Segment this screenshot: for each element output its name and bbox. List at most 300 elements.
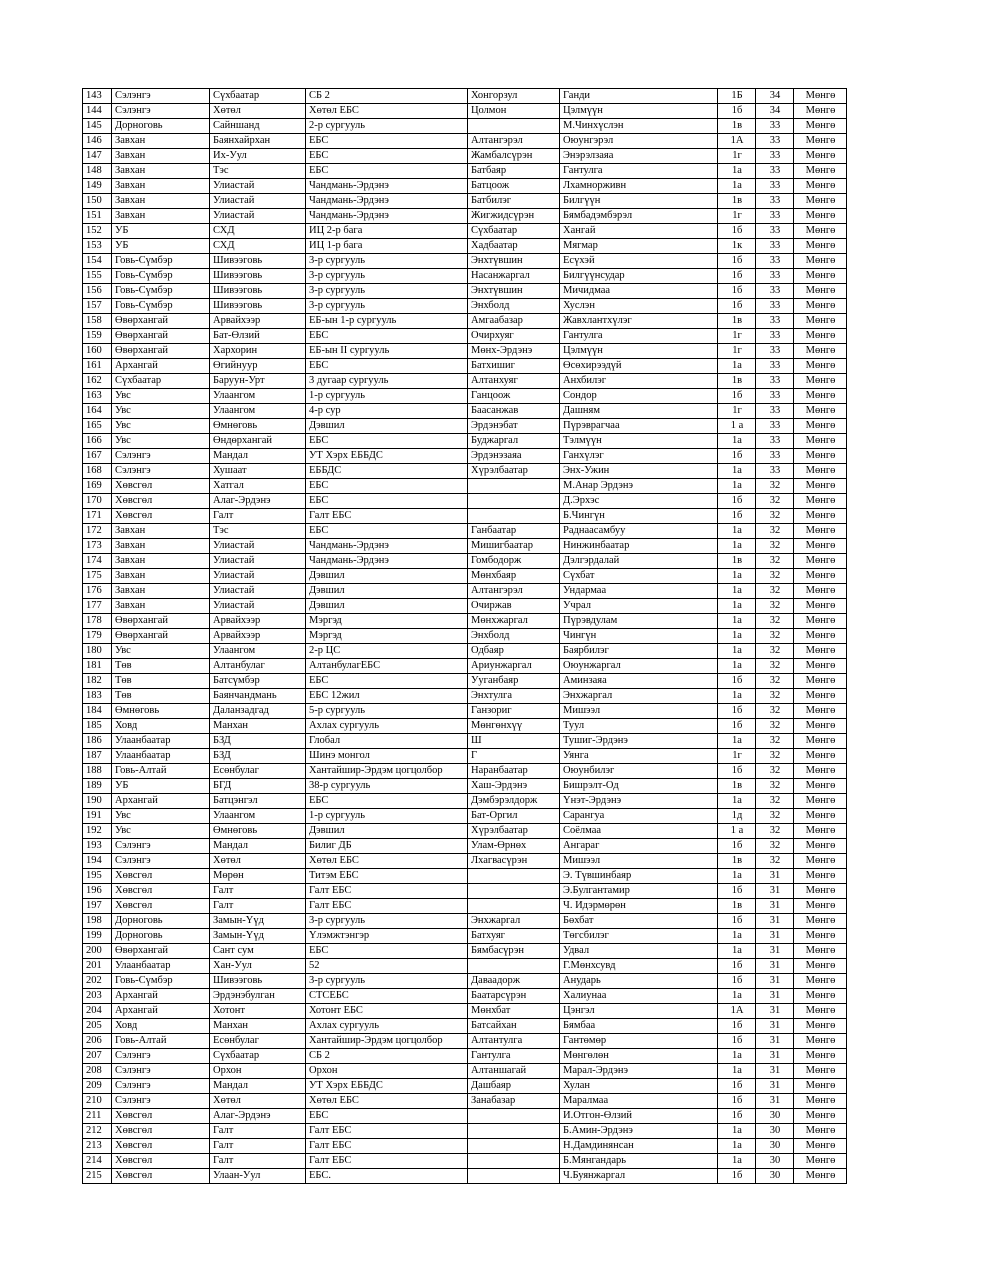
student-name-cell: Сарангуа: [560, 809, 718, 824]
medal-cell: Мөнгө: [794, 944, 847, 959]
score-cell: 32: [756, 644, 794, 659]
score-cell: 33: [756, 254, 794, 269]
medal-cell: Мөнгө: [794, 569, 847, 584]
table-row: [83, 884, 847, 899]
province-cell: Хөвсгөл: [112, 899, 210, 914]
district-cell: Улиастай: [210, 209, 306, 224]
grade-cell: 1а: [718, 1124, 756, 1139]
province-cell: Хөвсгөл: [112, 1109, 210, 1124]
province-cell: Хөвсгөл: [112, 494, 210, 509]
district-cell: Шивээговь: [210, 284, 306, 299]
district-cell: Улаан-Уул: [210, 1169, 306, 1184]
parent-name-cell: Жигжидсүрэн: [468, 209, 560, 224]
table-row: [83, 269, 847, 284]
parent-name-cell: Ганбаатар: [468, 524, 560, 539]
grade-cell: 1 а: [718, 419, 756, 434]
score-cell: 33: [756, 359, 794, 374]
district-cell: Хан-Уул: [210, 959, 306, 974]
grade-cell: 1б: [718, 1079, 756, 1094]
score-cell: 32: [756, 689, 794, 704]
student-name-cell: Уянга: [560, 749, 718, 764]
district-cell: Батцэнгэл: [210, 794, 306, 809]
parent-name-cell: [468, 899, 560, 914]
score-cell: 33: [756, 389, 794, 404]
district-cell: Есөнбулаг: [210, 1034, 306, 1049]
student-name-cell: Дашням: [560, 404, 718, 419]
school-cell: УТ Хэрх ЕББДС: [306, 449, 468, 464]
district-cell: Улиастай: [210, 584, 306, 599]
school-cell: Үлэмжтэнгэр: [306, 929, 468, 944]
province-cell: Увс: [112, 389, 210, 404]
school-cell: 3-р сургууль: [306, 254, 468, 269]
school-cell: Дэвшил: [306, 419, 468, 434]
grade-cell: 1а: [718, 734, 756, 749]
medal-cell: Мөнгө: [794, 1139, 847, 1154]
grade-cell: 1а: [718, 659, 756, 674]
district-cell: Есөнбулаг: [210, 764, 306, 779]
school-cell: Дэвшил: [306, 584, 468, 599]
province-cell: Дорноговь: [112, 914, 210, 929]
row-number: 206: [83, 1034, 112, 1049]
school-cell: ЕБС 12жил: [306, 689, 468, 704]
student-name-cell: Д.Эрхэс: [560, 494, 718, 509]
medal-cell: Мөнгө: [794, 524, 847, 539]
parent-name-cell: Очиржав: [468, 599, 560, 614]
row-number: 189: [83, 779, 112, 794]
medal-cell: Мөнгө: [794, 689, 847, 704]
score-cell: 31: [756, 899, 794, 914]
parent-name-cell: [468, 1124, 560, 1139]
school-cell: Хөтөл ЕБС: [306, 1094, 468, 1109]
district-cell: Мандал: [210, 1079, 306, 1094]
parent-name-cell: [468, 1139, 560, 1154]
student-name-cell: Оюунжаргал: [560, 659, 718, 674]
parent-name-cell: Алтангэрэл: [468, 584, 560, 599]
grade-cell: 1А: [718, 134, 756, 149]
province-cell: Хөвсгөл: [112, 1169, 210, 1184]
district-cell: Галт: [210, 884, 306, 899]
row-number: 144: [83, 104, 112, 119]
table-row: [83, 1169, 847, 1184]
row-number: 210: [83, 1094, 112, 1109]
grade-cell: 1б: [718, 839, 756, 854]
province-cell: Сэлэнгэ: [112, 1064, 210, 1079]
school-cell: Галт ЕБС: [306, 899, 468, 914]
grade-cell: 1а: [718, 569, 756, 584]
student-name-cell: Бямбаа: [560, 1019, 718, 1034]
student-name-cell: Бишрэлт-Од: [560, 779, 718, 794]
school-cell: Ахлах сургууль: [306, 1019, 468, 1034]
student-name-cell: Н.Дамдинянсан: [560, 1139, 718, 1154]
medal-cell: Мөнгө: [794, 794, 847, 809]
medal-cell: Мөнгө: [794, 509, 847, 524]
score-cell: 34: [756, 89, 794, 104]
score-cell: 33: [756, 464, 794, 479]
medal-cell: Мөнгө: [794, 599, 847, 614]
grade-cell: 1а: [718, 434, 756, 449]
province-cell: Сэлэнгэ: [112, 449, 210, 464]
student-name-cell: Чингүн: [560, 629, 718, 644]
student-name-cell: Мишээл: [560, 854, 718, 869]
grade-cell: 1б: [718, 494, 756, 509]
row-number: 157: [83, 299, 112, 314]
province-cell: Хөвсгөл: [112, 509, 210, 524]
row-number: 199: [83, 929, 112, 944]
parent-name-cell: Амгаабазар: [468, 314, 560, 329]
table-row: [83, 764, 847, 779]
grade-cell: 1а: [718, 929, 756, 944]
student-name-cell: Цэлмүүн: [560, 344, 718, 359]
district-cell: Галт: [210, 1154, 306, 1169]
student-name-cell: Цэнгэл: [560, 1004, 718, 1019]
medal-cell: Мөнгө: [794, 929, 847, 944]
district-cell: Улиастай: [210, 194, 306, 209]
district-cell: Улаангом: [210, 389, 306, 404]
grade-cell: 1в: [718, 854, 756, 869]
row-number: 198: [83, 914, 112, 929]
score-cell: 32: [756, 524, 794, 539]
medal-cell: Мөнгө: [794, 614, 847, 629]
score-cell: 33: [756, 179, 794, 194]
student-name-cell: Мичидмаа: [560, 284, 718, 299]
row-number: 197: [83, 899, 112, 914]
province-cell: Завхан: [112, 134, 210, 149]
grade-cell: 1а: [718, 599, 756, 614]
school-cell: Ахлах сургууль: [306, 719, 468, 734]
district-cell: Галт: [210, 1124, 306, 1139]
province-cell: УБ: [112, 779, 210, 794]
medal-cell: Мөнгө: [794, 839, 847, 854]
table-row: [83, 1079, 847, 1094]
row-number: 178: [83, 614, 112, 629]
row-number: 168: [83, 464, 112, 479]
student-name-cell: Аминзаяа: [560, 674, 718, 689]
table-row: [83, 614, 847, 629]
district-cell: БГД: [210, 779, 306, 794]
student-name-cell: Э. Түвшинбаяр: [560, 869, 718, 884]
district-cell: Шивээговь: [210, 269, 306, 284]
medal-cell: Мөнгө: [794, 344, 847, 359]
province-cell: Говь-Алтай: [112, 1034, 210, 1049]
parent-name-cell: Мөнх-Эрдэнэ: [468, 344, 560, 359]
table-row: [83, 854, 847, 869]
province-cell: Хөвсгөл: [112, 1154, 210, 1169]
grade-cell: 1а: [718, 479, 756, 494]
medal-cell: Мөнгө: [794, 959, 847, 974]
student-name-cell: Б.Амин-Эрдэнэ: [560, 1124, 718, 1139]
school-cell: Орхон: [306, 1064, 468, 1079]
row-number: 188: [83, 764, 112, 779]
school-cell: Чандмань-Эрдэнэ: [306, 539, 468, 554]
medal-cell: Мөнгө: [794, 704, 847, 719]
row-number: 181: [83, 659, 112, 674]
table-row: [83, 689, 847, 704]
table-row: [83, 1034, 847, 1049]
province-cell: Завхан: [112, 179, 210, 194]
province-cell: Өвөрхангай: [112, 344, 210, 359]
medal-cell: Мөнгө: [794, 329, 847, 344]
district-cell: Шивээговь: [210, 254, 306, 269]
province-cell: Говь-Сүмбэр: [112, 284, 210, 299]
score-cell: 32: [756, 509, 794, 524]
score-cell: 32: [756, 554, 794, 569]
province-cell: Хөвсгөл: [112, 869, 210, 884]
score-cell: 32: [756, 749, 794, 764]
school-cell: 3-р сургууль: [306, 974, 468, 989]
district-cell: Хөтөл: [210, 1094, 306, 1109]
province-cell: Архангай: [112, 1004, 210, 1019]
table-row: [83, 344, 847, 359]
table-row: [83, 1049, 847, 1064]
student-name-cell: Маралмаа: [560, 1094, 718, 1109]
school-cell: ЕБ-ын 1-р сургууль: [306, 314, 468, 329]
province-cell: Увс: [112, 404, 210, 419]
province-cell: Увс: [112, 644, 210, 659]
row-number: 211: [83, 1109, 112, 1124]
province-cell: Хөвсгөл: [112, 479, 210, 494]
province-cell: Завхан: [112, 164, 210, 179]
school-cell: ЕБС: [306, 674, 468, 689]
district-cell: Улаангом: [210, 404, 306, 419]
district-cell: Тэс: [210, 524, 306, 539]
school-cell: СБ 2: [306, 89, 468, 104]
score-cell: 33: [756, 119, 794, 134]
table-row: [83, 1109, 847, 1124]
medal-cell: Мөнгө: [794, 1064, 847, 1079]
score-cell: 33: [756, 209, 794, 224]
row-number: 149: [83, 179, 112, 194]
student-name-cell: Энэрэлзаяа: [560, 149, 718, 164]
table-row: [83, 164, 847, 179]
grade-cell: 1а: [718, 584, 756, 599]
score-cell: 33: [756, 329, 794, 344]
student-name-cell: М.Анар Эрдэнэ: [560, 479, 718, 494]
school-cell: 2-р ЦС: [306, 644, 468, 659]
medal-cell: Мөнгө: [794, 494, 847, 509]
school-cell: 3-р сургууль: [306, 284, 468, 299]
parent-name-cell: Ш: [468, 734, 560, 749]
province-cell: Завхан: [112, 584, 210, 599]
province-cell: Увс: [112, 809, 210, 824]
grade-cell: 1г: [718, 329, 756, 344]
grade-cell: 1б: [718, 764, 756, 779]
medal-cell: Мөнгө: [794, 194, 847, 209]
grade-cell: 1а: [718, 989, 756, 1004]
medal-cell: Мөнгө: [794, 479, 847, 494]
district-cell: Алаг-Эрдэнэ: [210, 494, 306, 509]
table-row: [83, 359, 847, 374]
score-cell: 32: [756, 479, 794, 494]
district-cell: Галт: [210, 509, 306, 524]
student-name-cell: Удвал: [560, 944, 718, 959]
grade-cell: 1к: [718, 239, 756, 254]
grade-cell: 1а: [718, 179, 756, 194]
district-cell: Тэс: [210, 164, 306, 179]
school-cell: Титэм ЕБС: [306, 869, 468, 884]
row-number: 207: [83, 1049, 112, 1064]
medal-cell: Мөнгө: [794, 539, 847, 554]
parent-name-cell: [468, 959, 560, 974]
district-cell: Өгийнуур: [210, 359, 306, 374]
student-name-cell: Ганди: [560, 89, 718, 104]
parent-name-cell: Энхтүвшин: [468, 254, 560, 269]
score-cell: 31: [756, 929, 794, 944]
table-row: [83, 284, 847, 299]
table-row: [83, 434, 847, 449]
medal-cell: Мөнгө: [794, 659, 847, 674]
district-cell: Сүхбаатар: [210, 89, 306, 104]
grade-cell: 1а: [718, 1064, 756, 1079]
medal-cell: Мөнгө: [794, 989, 847, 1004]
student-name-cell: Ч. Идэрмөрөн: [560, 899, 718, 914]
grade-cell: 1а: [718, 539, 756, 554]
student-name-cell: Цэлмүүн: [560, 104, 718, 119]
grade-cell: 1б: [718, 104, 756, 119]
student-name-cell: Тэлмүүн: [560, 434, 718, 449]
score-cell: 32: [756, 599, 794, 614]
medal-cell: Мөнгө: [794, 1004, 847, 1019]
score-cell: 33: [756, 269, 794, 284]
row-number: 176: [83, 584, 112, 599]
school-cell: Галт ЕБС: [306, 1124, 468, 1139]
medal-cell: Мөнгө: [794, 359, 847, 374]
grade-cell: 1б: [718, 719, 756, 734]
grade-cell: 1г: [718, 404, 756, 419]
medal-cell: Мөнгө: [794, 974, 847, 989]
score-cell: 34: [756, 104, 794, 119]
row-number: 167: [83, 449, 112, 464]
district-cell: Өндөрхангай: [210, 434, 306, 449]
parent-name-cell: Эрдэнэбат: [468, 419, 560, 434]
score-cell: 33: [756, 284, 794, 299]
medal-cell: Мөнгө: [794, 584, 847, 599]
district-cell: Арвайхээр: [210, 314, 306, 329]
school-cell: Чандмань-Эрдэнэ: [306, 209, 468, 224]
score-cell: 32: [756, 794, 794, 809]
province-cell: Завхан: [112, 209, 210, 224]
parent-name-cell: [468, 1154, 560, 1169]
medal-cell: Мөнгө: [794, 254, 847, 269]
district-cell: СХД: [210, 239, 306, 254]
score-cell: 30: [756, 1124, 794, 1139]
parent-name-cell: Алтангэрэл: [468, 134, 560, 149]
student-name-cell: Нинжинбаатар: [560, 539, 718, 554]
medal-cell: Мөнгө: [794, 1079, 847, 1094]
row-number: 172: [83, 524, 112, 539]
row-number: 183: [83, 689, 112, 704]
score-cell: 32: [756, 539, 794, 554]
grade-cell: 1в: [718, 194, 756, 209]
row-number: 147: [83, 149, 112, 164]
school-cell: Дэвшил: [306, 569, 468, 584]
score-cell: 32: [756, 809, 794, 824]
score-cell: 33: [756, 419, 794, 434]
student-name-cell: Билгүүнсудар: [560, 269, 718, 284]
school-cell: ИЦ 2-р бага: [306, 224, 468, 239]
student-name-cell: Оюунгэрэл: [560, 134, 718, 149]
school-cell: УТ Хэрх ЕББДС: [306, 1079, 468, 1094]
table-row: [83, 749, 847, 764]
school-cell: Галт ЕБС: [306, 509, 468, 524]
score-cell: 32: [756, 839, 794, 854]
row-number: 190: [83, 794, 112, 809]
parent-name-cell: [468, 869, 560, 884]
row-number: 169: [83, 479, 112, 494]
parent-name-cell: Дэмбэрэлдорж: [468, 794, 560, 809]
grade-cell: 1в: [718, 119, 756, 134]
grade-cell: 1б: [718, 224, 756, 239]
parent-name-cell: Одбаяр: [468, 644, 560, 659]
parent-name-cell: Ууганбаяр: [468, 674, 560, 689]
medal-cell: Мөнгө: [794, 149, 847, 164]
table-row: [83, 794, 847, 809]
medal-cell: Мөнгө: [794, 1049, 847, 1064]
school-cell: 2-р сургууль: [306, 119, 468, 134]
table-row: [83, 89, 847, 104]
score-cell: 32: [756, 494, 794, 509]
medal-cell: Мөнгө: [794, 554, 847, 569]
student-name-cell: Сүхбат: [560, 569, 718, 584]
grade-cell: 1в: [718, 779, 756, 794]
district-cell: Хөтөл: [210, 854, 306, 869]
province-cell: Сэлэнгэ: [112, 464, 210, 479]
table-row: [83, 194, 847, 209]
grade-cell: 1б: [718, 509, 756, 524]
school-cell: 38-р сургууль: [306, 779, 468, 794]
table-row: [83, 134, 847, 149]
row-number: 146: [83, 134, 112, 149]
row-number: 209: [83, 1079, 112, 1094]
parent-name-cell: Буджаргал: [468, 434, 560, 449]
parent-name-cell: Занабазар: [468, 1094, 560, 1109]
parent-name-cell: Баасанжав: [468, 404, 560, 419]
school-cell: ЕБС: [306, 329, 468, 344]
table-row: [83, 719, 847, 734]
row-number: 208: [83, 1064, 112, 1079]
row-number: 173: [83, 539, 112, 554]
table-row: [83, 464, 847, 479]
table-row: [83, 494, 847, 509]
score-cell: 32: [756, 854, 794, 869]
district-cell: Батсүмбэр: [210, 674, 306, 689]
table-row: [83, 1004, 847, 1019]
school-cell: Галт ЕБС: [306, 884, 468, 899]
grade-cell: 1г: [718, 149, 756, 164]
table-row: [83, 839, 847, 854]
school-cell: Билиг ДБ: [306, 839, 468, 854]
parent-name-cell: Энхтүвшин: [468, 284, 560, 299]
table-row: [83, 704, 847, 719]
row-number: 161: [83, 359, 112, 374]
parent-name-cell: Хонгорзул: [468, 89, 560, 104]
school-cell: 1-р сургууль: [306, 809, 468, 824]
province-cell: Архангай: [112, 359, 210, 374]
grade-cell: 1г: [718, 209, 756, 224]
row-number: 154: [83, 254, 112, 269]
student-name-cell: Анударь: [560, 974, 718, 989]
parent-name-cell: Энхжаргал: [468, 914, 560, 929]
school-cell: Хөтөл ЕБС: [306, 854, 468, 869]
district-cell: Арвайхээр: [210, 614, 306, 629]
province-cell: Говь-Сүмбэр: [112, 299, 210, 314]
student-name-cell: Хуслэн: [560, 299, 718, 314]
student-name-cell: Энх-Ужин: [560, 464, 718, 479]
parent-name-cell: Мөнхжаргал: [468, 614, 560, 629]
grade-cell: 1б: [718, 974, 756, 989]
medal-cell: Мөнгө: [794, 299, 847, 314]
table-row: [83, 209, 847, 224]
medal-cell: Мөнгө: [794, 749, 847, 764]
